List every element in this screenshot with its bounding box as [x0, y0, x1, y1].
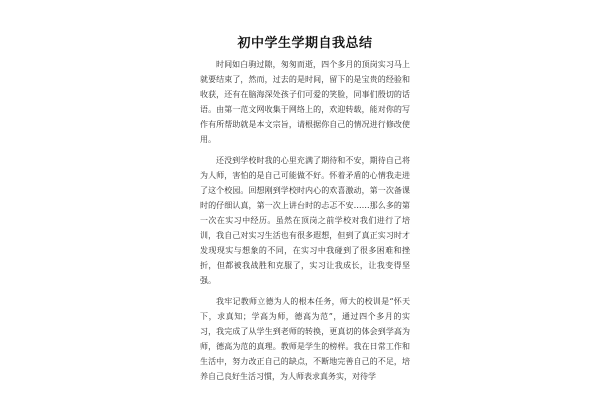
document-body [200, 32, 410, 390]
paragraph: 我牢记教师立德为人的根本任务，师大的校训是“怀天下，求真知；学高为师，德高为范”，通过四个多月的实习，我完成了从学生到老师的转换，更真切的体会到学高为师，德高为范的真理。教师是学生的榜样。我在日常工作和生活中，努力改正自己的缺点，不断地完善自己的不足，培养自己良好生活习惯，为人师表求真务实，对待学 [200, 297, 410, 381]
paragraph: 时间如白驹过隙，匆匆而逝，四个多月的顶岗实习马上就要结束了，然而，过去的是时间，留下的是宝贵的经验和收获，还有在脑海深处孩子们可爱的笑脸，同事们殷切的话语。由第一范文网收集于网络上的，欢迎转载，能对你的写作有所帮助就是本文宗旨，请根据你自己的情况进行修改使用。 [200, 60, 410, 144]
document-title: 初中学生学期自我总结 [237, 36, 373, 51]
paragraph: 还没到学校时我的心里充满了期待和不安，期待自己将为人师，害怕的是自己可能做不好。怀着矛盾的心情我走进了这个校园。回想刚到学校时内心的欢喜激动，第一次备课时的仔细认真，第一次上讲台时的忐忑不安……那么多的第一次在实习中经历。虽然在顶岗之前学校对我们进行了培训，我自己对实习生活也有很多遐想，但到了真正实习时才发现现实与想象的不同，在实习中我碰到了很多困难和挫折，但都被我战胜和克服了，实习让我成长，让我变得坚强。 [200, 156, 410, 285]
